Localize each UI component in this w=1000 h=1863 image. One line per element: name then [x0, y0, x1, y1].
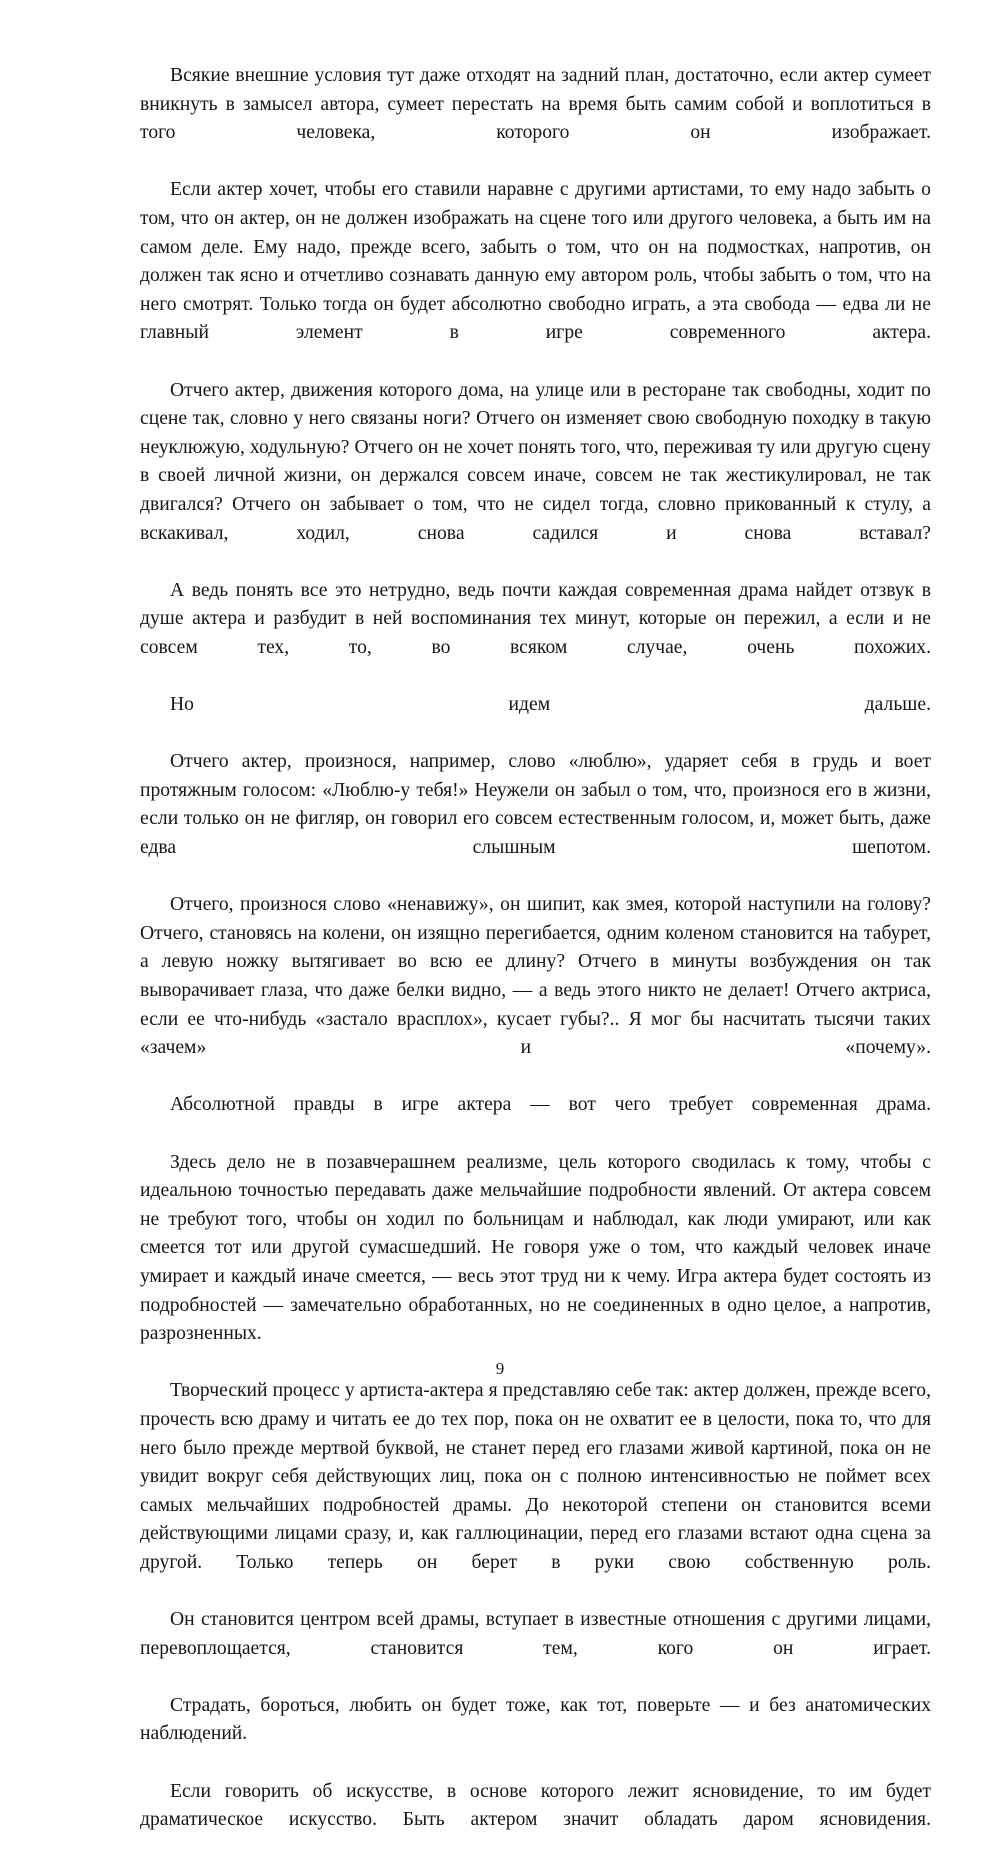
- body-text-column: [140, 62, 931, 1863]
- paragraph: Всякие внешние условия тут даже отходят на задний план, достаточно, если актер сумеет вникнуть в замысел автора, сумеет перестать на время быть самим собой и воплотиться в того человека, которого он изображает.: [140, 65, 931, 144]
- paragraph: Отчего актер, движения которого дома, на улице или в ресторане так свободны, ходит по сцене так, словно у него связаны ноги? Отчего он изменяет свою свободную походку в такую неуклюжую, ходульную? Отчего он не хочет понять того, что, переживая ту или другую сцену в своей личной жизни, он держался совсем иначе, совсем не так жестикулировал, не так двигался? Отчего он забывает о том, что не сидел тогда, словно прикованный к стулу, а вскакивал, ходил, снова садился и снова вставал?: [140, 379, 931, 544]
- paragraph: Творческий процесс у артиста-актера я представляю себе так: актер должен, прежде всего, прочесть всю драму и читать ее до тех пор, пока он не охватит ее в целости, пока то, что для него было прежде мертвой буквой, не станет перед его глазами живой картиной, пока он не увидит вокруг себя действующих лиц, пока он с полною интенсивностью не поймет всех самых мельчайших подробностей драмы. До некоторой степени он становится всеми действующими лицами сразу, и, как галлюцинации, перед его глазами встают одна сцена за другой. Только теперь он берет в руки свою собственную роль.: [140, 1380, 931, 1573]
- paragraph: А ведь понять все это нетрудно, ведь почти каждая современная драма найдет отзвук в душе актера и разбудит в ней воспоминания тех минут, которые он пережил, а если и не совсем тех, то, во всяком случае, очень похожих.: [140, 579, 931, 658]
- paragraph: Но идем дальше.: [170, 694, 931, 716]
- paragraph: Если говорить об искусстве, в основе которого лежит ясновидение, то им будет драматическое искусство. Быть актером значит обладать даром ясновидения.: [140, 1780, 931, 1831]
- paragraph: Если актер хочет, чтобы его ставили наравне с другими артистами, то ему надо забыть о том, что он актер, он не должен изображать на сцене того или другого человека, а быть им на самом деле. Ему надо, прежде всего, забыть о том, что он на подмостках, напротив, он должен так ясно и отчетливо сознавать данную ему автором роль, чтобы забыть о том, что на него смотрят. Только тогда он будет абсолютно свободно играть, а эта свобода — едва ли не главный элемент в игре современного актера.: [140, 179, 931, 344]
- paragraph: Отчего, произнося слово «ненавижу», он шипит, как змея, которой наступили на голову? Отчего, становясь на колени, он изящно перегибается, одним коленом становится на табурет, а левую ножку вытягивает во всю ее длину? Отчего в минуты возбуждения он так выворачивает глаза, что даже белки видно, — а ведь этого никто не делает! Отчего актриса, если ее что-нибудь «застало врасплох», кусает губы?.. Я мог бы насчитать тысячи таких «зачем» и «почему».: [140, 894, 931, 1059]
- paragraph: Здесь дело не в позавчерашнем реализме, цель которого сводилась к тому, чтобы с идеальною точностью передавать даже мельчайшие подробности явлений. От актера совсем не требуют того, чтобы он ходил по больницам и наблюдал, как люди умирают, или как смеется тот или другой сумасшедший. Не говоря уже о том, что каждый человек иначе умирает и каждый иначе смеется, — весь этот труд ни к чему. Игра актера будет состоять из подробностей — замечательно обработанных, но не соединенных в одно целое, а напротив, разрозненных.: [140, 1151, 931, 1345]
- paragraph: Абсолютной правды в игре актера — вот чего требует современная драма.: [170, 1094, 931, 1116]
- paragraph: Страдать, бороться, любить он будет тоже, как тот, поверьте — и без анатомических наблюдений.: [140, 1694, 931, 1745]
- paragraph: Отчего актер, произнося, например, слово «люблю», ударяет себя в грудь и воет протяжным голосом: «Люблю-у тебя!» Неужели он забыл о том, что, произнося его в жизни, если только он не фигляр, он говорил его совсем естественным голосом, и, может быть, даже едва слышным шепотом.: [140, 751, 931, 859]
- page-number: 9: [495, 1359, 505, 1378]
- paragraph: Он становится центром всей драмы, вступает в известные отношения с другими лицами, перевоплощается, становится тем, кого он играет.: [140, 1609, 931, 1659]
